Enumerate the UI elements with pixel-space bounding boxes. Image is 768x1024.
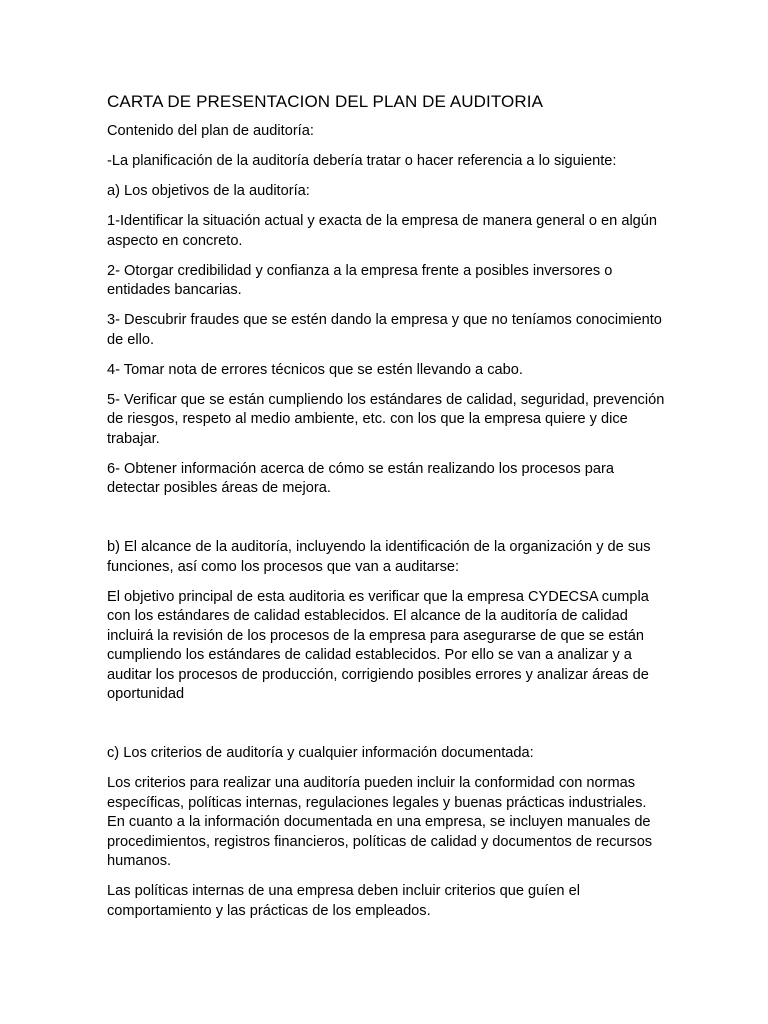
objective-3: 3- Descubrir fraudes que se estén dando la empresa y que no teníamos conocimiento de ello. [107, 312, 662, 348]
paragraph-alcance: El objetivo principal de esta auditoria es verificar que la empresa CYDECSA cumpla con los estándares de calidad establecidos. El alcance de la auditoría de calidad incluirá la revisión de los procesos de la empresa para asegurarse de que se están cumpliendo los estándares de calidad establecidos. Por ello se van a analizar y a auditar los procesos de producción, corrigiendo posibles errores y analizar áreas de oportunidad [107, 588, 649, 702]
objective-6: 6- Obtener información acerca de cómo se están realizando los procesos para detectar posibles áreas de mejora. [107, 460, 614, 496]
section-spacer [107, 509, 667, 538]
paragraph-criterios: Los criterios para realizar una auditoría pueden incluir la conformidad con normas específicas, políticas internas, regulaciones legales y buenas prácticas industriales. En cuanto a la información documentada en una empresa, se incluyen manuales de procedimientos, registros financieros, políticas de calidad y documentos de recursos humanos. [107, 775, 653, 869]
section-heading-objetivos: a) Los objetivos de la auditoría: [107, 183, 310, 199]
document-title: CARTA DE PRESENTACION DEL PLAN DE AUDITORIA [107, 92, 544, 111]
objective-1: 1-Identificar la situación actual y exacta de la empresa de manera general o en algún aspecto en concreto. [107, 213, 658, 249]
objective-4: 4- Tomar nota de errores técnicos que se estén llevando a cabo. [107, 361, 523, 378]
section-heading-criterios: c) Los criterios de auditoría y cualquier información documentada: [107, 745, 534, 761]
paragraph-politicas: Las políticas internas de una empresa deben incluir criterios que guíen el comportamiento y las prácticas de los empleados. [107, 883, 580, 919]
section-heading-alcance: b) El alcance de la auditoría, incluyendo la identificación de la organización y de sus funciones, así como los procesos que van a auditarse: [107, 539, 651, 575]
objective-2: 2- Otorgar credibilidad y confianza a la empresa frente a posibles inversores o entidades bancarias. [107, 262, 613, 298]
paragraph-contenido: Contenido del plan de auditoría: [107, 123, 314, 139]
paragraph-planificacion: -La planificación de la auditoría debería tratar o hacer referencia a lo siguiente: [107, 153, 617, 169]
objective-5: 5- Verificar que se están cumpliendo los estándares de calidad, seguridad, prevención de riesgos, respeto al medio ambiente, etc. con los que la empresa quiere y dice trabajar. [107, 391, 665, 447]
section-spacer [107, 715, 667, 744]
document-page [107, 91, 667, 932]
